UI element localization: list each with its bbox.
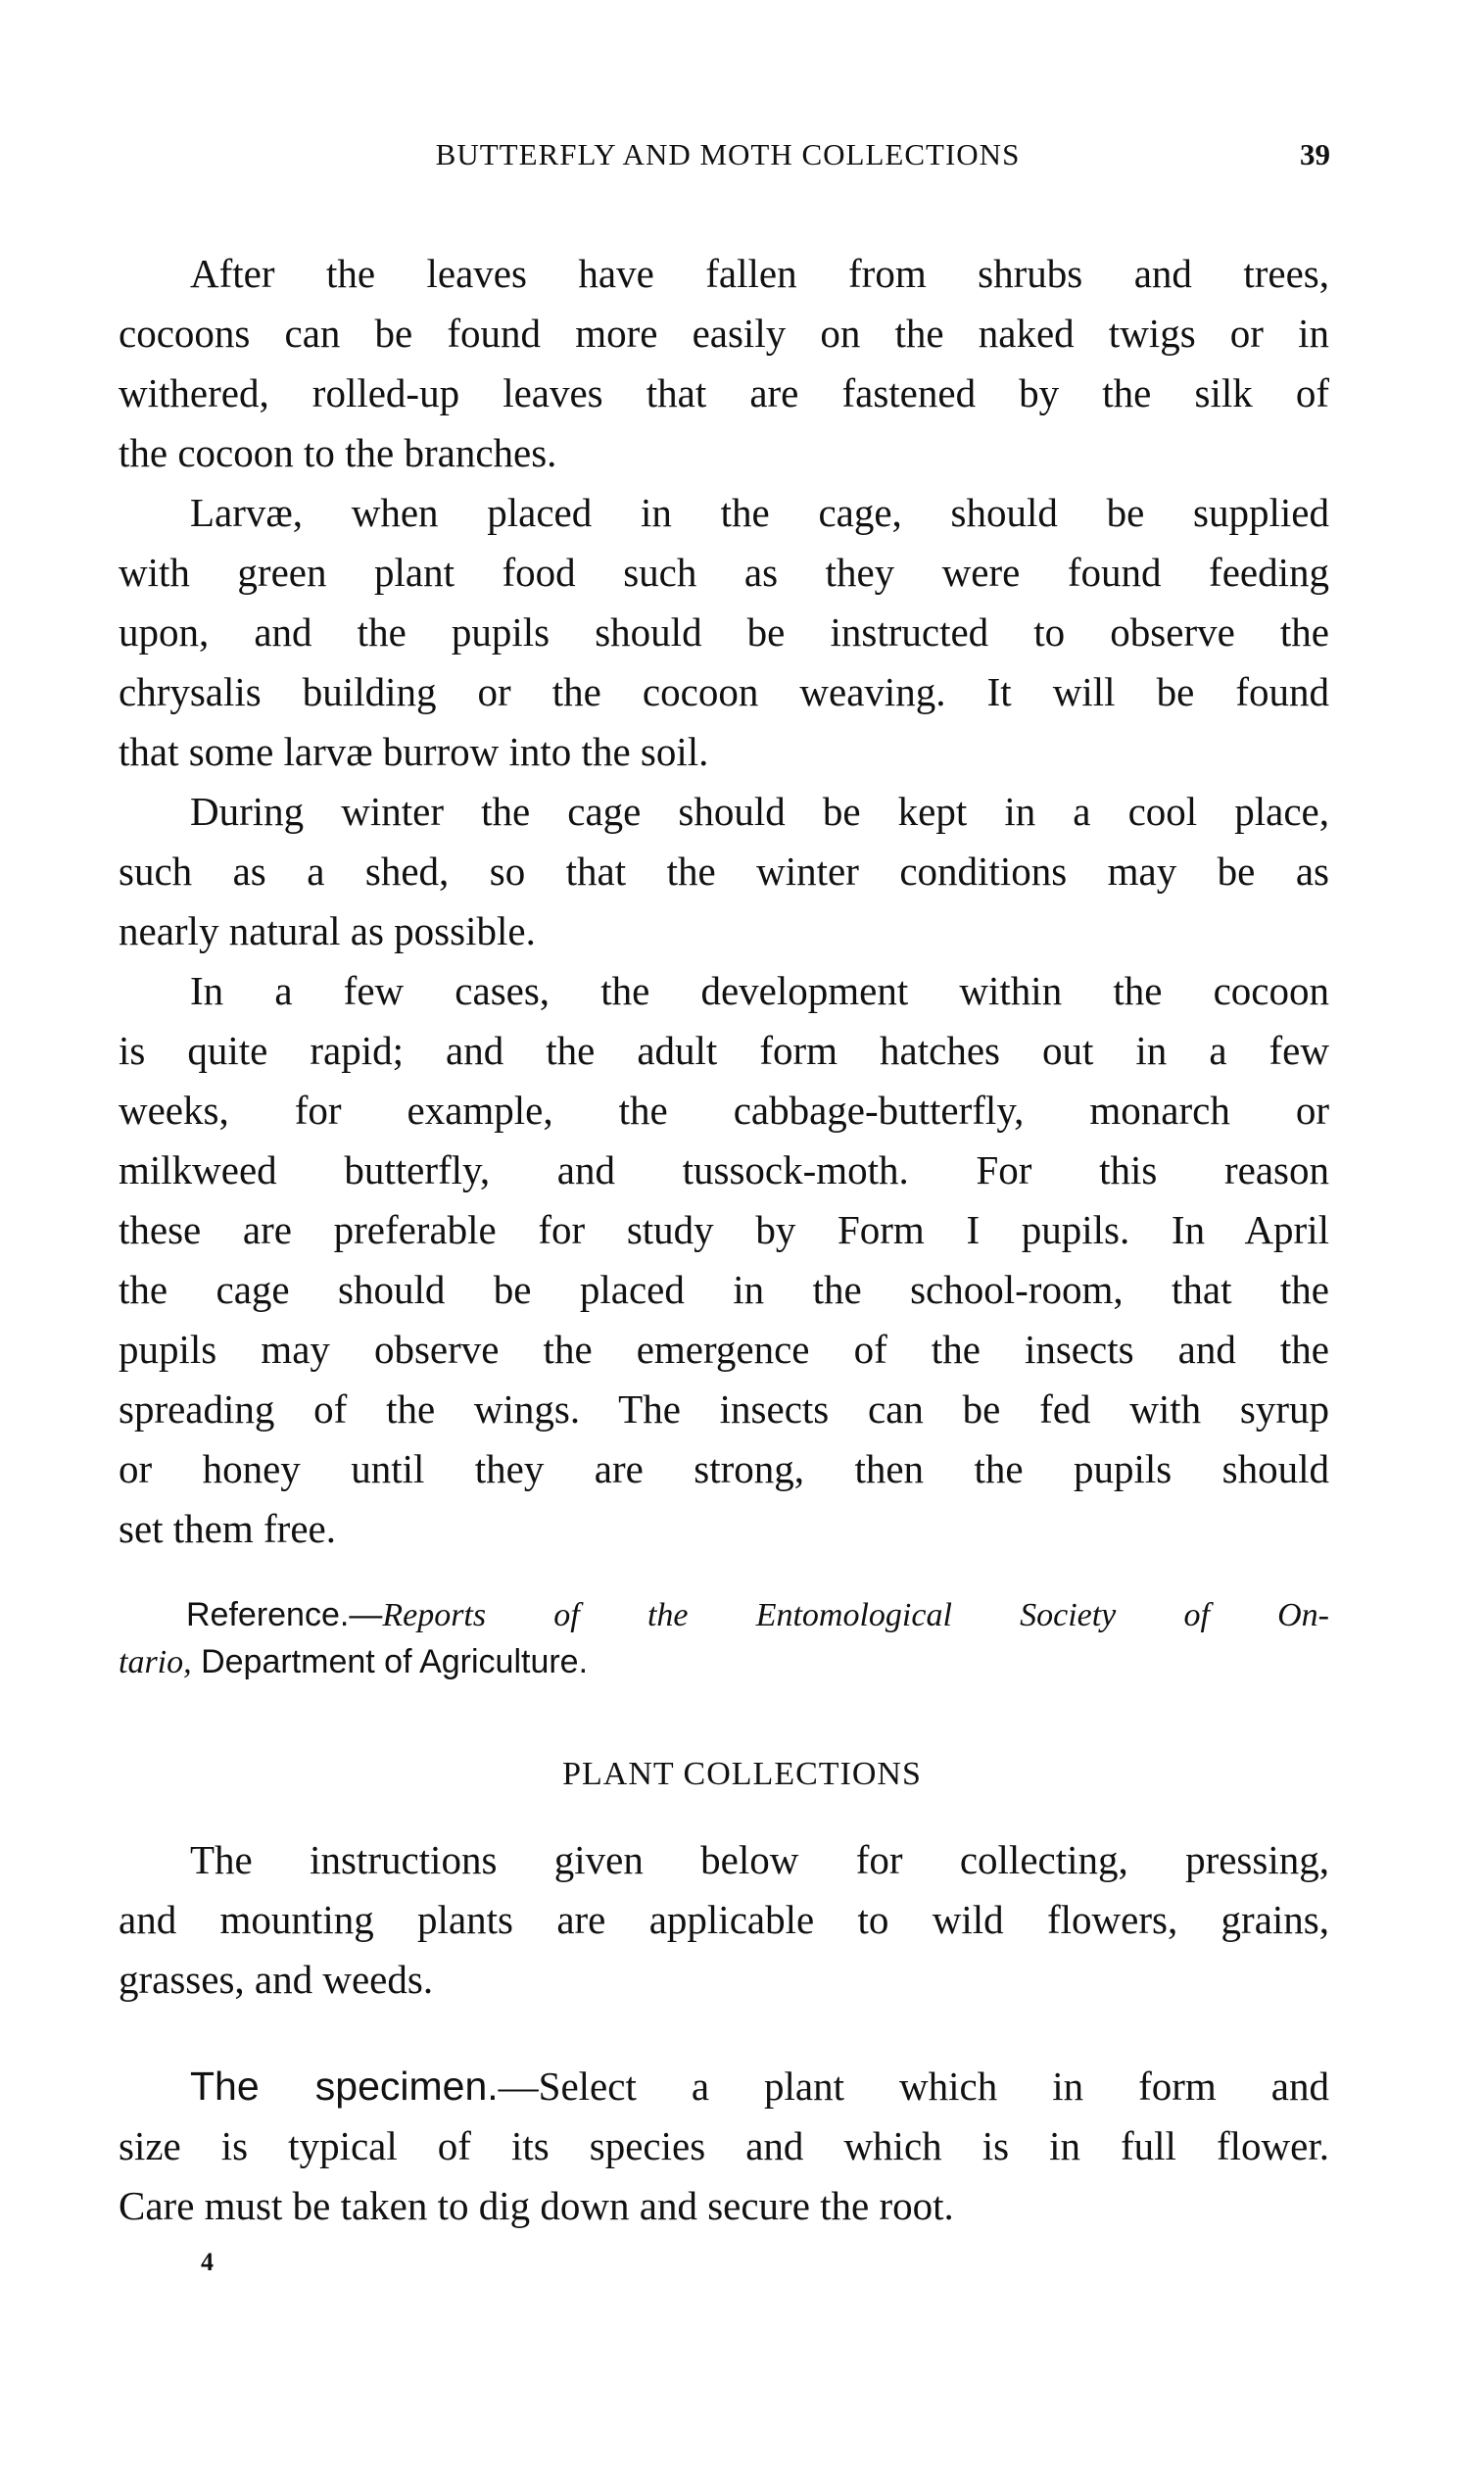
text-line: During winter the cage should be kept in a cool place, — [190, 789, 1329, 834]
paragraph — [119, 244, 1329, 483]
paragraph — [119, 782, 1329, 961]
specimen-paragraph — [119, 2057, 1329, 2236]
text-line: size is typical of its species and which is in full flower. — [119, 2123, 1329, 2168]
text-line: grasses, and weeds. — [119, 1957, 434, 2002]
text-line: In a few cases, the development within the cocoon — [190, 968, 1329, 1013]
reference-line-2 — [119, 1638, 1329, 1685]
text-line: cocoons can be found more easily on the naked twigs or in — [119, 311, 1329, 356]
reference-line-1 — [186, 1591, 1329, 1638]
running-title: BUTTERFLY AND MOTH COLLECTIONS — [435, 137, 1021, 171]
text-line: After the leaves have fallen from shrubs and trees, — [190, 251, 1329, 296]
text-line: is quite rapid; and the adult form hatches out in a few — [119, 1028, 1329, 1073]
signature-mark: 4 — [201, 2248, 214, 2276]
section-heading: PLANT COLLECTIONS — [562, 1756, 922, 1792]
butterfly-section-body — [119, 244, 1329, 1559]
text-line: the cocoon to the branches. — [119, 430, 557, 475]
reference-label: Reference.— — [186, 1596, 383, 1633]
paragraph — [119, 483, 1329, 782]
text-line: set them free. — [119, 1506, 336, 1551]
text-line: such as a shed, so that the winter conditions may be as — [119, 849, 1329, 894]
text-line: or honey until they are strong, then the pupils should — [119, 1446, 1329, 1491]
specimen-label: The specimen. — [190, 2064, 499, 2109]
text-line: the cage should be placed in the school-room, that the — [119, 1267, 1329, 1312]
text-line: The instructions given below for collecting, pressing, — [190, 1837, 1329, 1882]
paragraph — [119, 961, 1329, 1559]
reference-title: Reports of the Entomological Society of On- — [382, 1597, 1329, 1633]
plant-intro-paragraph — [119, 1830, 1329, 2010]
text-line: milkweed butterfly, and tussock-moth. For this reason — [119, 1147, 1329, 1192]
text-line: that some larvæ burrow into the soil. — [119, 729, 709, 774]
text-line: chrysalis building or the cocoon weaving. It will be found — [119, 669, 1329, 714]
page-number: 39 — [1300, 137, 1330, 171]
text-line: Care must be taken to dig down and secure the root. — [119, 2183, 954, 2228]
text-line: spreading of the wings. The insects can be fed with syrup — [119, 1386, 1329, 1432]
text-line: pupils may observe the emergence of the insects and the — [119, 1327, 1329, 1372]
text-line: weeks, for example, the cabbage-butterfly, monarch or — [119, 1088, 1329, 1133]
reference-publisher: Department of Agriculture. — [191, 1643, 589, 1680]
text-line — [119, 2057, 1329, 2116]
reference-title-cont: tario, — [119, 1644, 192, 1680]
reference-note — [119, 1591, 1329, 1685]
text-line: Larvæ, when placed in the cage, should be supplied — [190, 490, 1329, 535]
text-line: withered, rolled-up leaves that are fastened by the silk of — [119, 370, 1329, 415]
text-line: with green plant food such as they were found feeding — [119, 550, 1329, 595]
text-line: upon, and the pupils should be instructed to observe the — [119, 609, 1329, 655]
text-line: these are preferable for study by Form I pupils. In April — [119, 1207, 1329, 1252]
text-line: and mounting plants are applicable to wild flowers, grains, — [119, 1897, 1329, 1942]
specimen-text: —Select a plant which in form and — [498, 2064, 1329, 2109]
text-line: nearly natural as possible. — [119, 908, 536, 953]
